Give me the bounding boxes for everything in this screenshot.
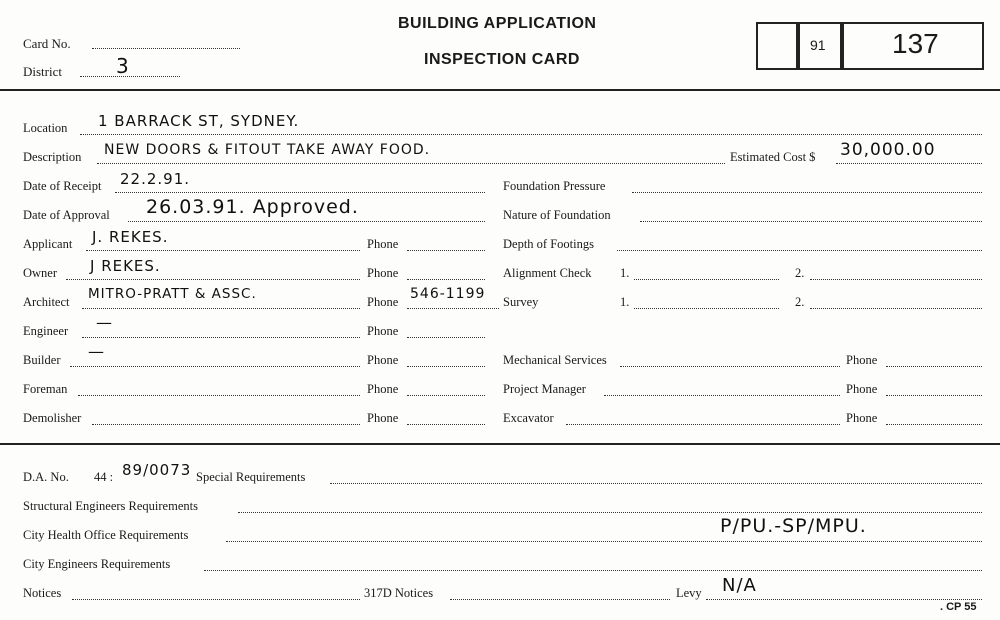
- description-value: NEW DOORS & FITOUT TAKE AWAY FOOD.: [104, 142, 431, 158]
- applicant-label: Applicant: [23, 237, 73, 251]
- district-field[interactable]: [80, 76, 180, 77]
- date-approval-value: 26.03.91. Approved.: [146, 196, 359, 218]
- title-line-2: INSPECTION CARD: [424, 51, 580, 68]
- applicant-phone-field[interactable]: [407, 250, 485, 251]
- excavator-field[interactable]: [566, 424, 840, 425]
- nature-foundation-field[interactable]: [640, 221, 982, 222]
- estimated-cost-field[interactable]: [836, 163, 982, 164]
- mechanical-services-field[interactable]: [620, 366, 840, 367]
- header-divider: [0, 89, 1000, 91]
- box-number-cell: [840, 22, 984, 70]
- box-blank-cell: [756, 22, 800, 70]
- project-manager-field[interactable]: [604, 395, 840, 396]
- survey-field-2[interactable]: [810, 308, 982, 309]
- district-value: 3: [116, 54, 130, 78]
- foundation-pressure-label: Foundation Pressure: [503, 179, 606, 193]
- foreman-field[interactable]: [78, 395, 360, 396]
- engineer-value: —: [96, 313, 113, 332]
- survey-num-1: 1.: [620, 295, 630, 309]
- survey-field-1[interactable]: [634, 308, 779, 309]
- foundation-pressure-field[interactable]: [632, 192, 982, 193]
- da-no-value: 89/0073: [122, 461, 192, 479]
- special-requirements-label: Special Requirements: [196, 470, 306, 484]
- owner-value: J REKES.: [90, 257, 161, 275]
- health-label: City Health Office Requirements: [23, 528, 189, 542]
- city-engineers-label: City Engineers Requirements: [23, 557, 171, 571]
- builder-phone-label: Phone: [367, 353, 399, 367]
- architect-value: MITRO-PRATT & ASSC.: [88, 286, 257, 302]
- applicant-value: J. REKES.: [92, 228, 169, 246]
- demolisher-phone-field[interactable]: [407, 424, 485, 425]
- section-divider: [0, 443, 1000, 445]
- health-field[interactable]: [226, 541, 982, 542]
- builder-value: —: [88, 342, 105, 361]
- title-line-1: BUILDING APPLICATION: [398, 15, 597, 32]
- mechanical-services-label: Mechanical Services: [503, 353, 607, 367]
- demolisher-label: Demolisher: [23, 411, 82, 425]
- alignment-check-label: Alignment Check: [503, 266, 592, 280]
- alignment-field-1[interactable]: [634, 279, 779, 280]
- builder-phone-field[interactable]: [407, 366, 485, 367]
- description-field[interactable]: [97, 163, 725, 164]
- levy-field[interactable]: [706, 599, 982, 600]
- levy-label: Levy: [676, 586, 702, 600]
- project-manager-label: Project Manager: [503, 382, 586, 396]
- excavator-phone-label: Phone: [846, 411, 878, 425]
- builder-label: Builder: [23, 353, 61, 367]
- alignment-num-1: 1.: [620, 266, 630, 280]
- da-prefix: 44 :: [94, 470, 114, 484]
- notices-317d-label: 317D Notices: [364, 586, 434, 600]
- applicant-phone-label: Phone: [367, 237, 399, 251]
- estimated-cost-label: Estimated Cost $: [730, 150, 816, 164]
- special-requirements-field[interactable]: [330, 483, 982, 484]
- survey-num-2: 2.: [795, 295, 805, 309]
- owner-phone-field[interactable]: [407, 279, 485, 280]
- excavator-phone-field[interactable]: [886, 424, 982, 425]
- da-no-label: D.A. No.: [23, 470, 69, 484]
- card-no-label: Card No.: [23, 36, 71, 51]
- architect-phone-value: 546-1199: [410, 286, 486, 302]
- mechanical-phone-field[interactable]: [886, 366, 982, 367]
- alignment-field-2[interactable]: [810, 279, 982, 280]
- architect-field[interactable]: [82, 308, 360, 309]
- notices-field[interactable]: [72, 599, 360, 600]
- excavator-label: Excavator: [503, 411, 554, 425]
- date-receipt-field[interactable]: [115, 192, 485, 193]
- box-year-cell: [796, 22, 844, 70]
- notices-label: Notices: [23, 586, 62, 600]
- health-value: P/PU.-SP/MPU.: [720, 515, 867, 537]
- builder-field[interactable]: [70, 366, 360, 367]
- foreman-phone-label: Phone: [367, 382, 399, 396]
- engineer-field[interactable]: [82, 337, 360, 338]
- location-field[interactable]: [80, 134, 982, 135]
- nature-foundation-label: Nature of Foundation: [503, 208, 611, 222]
- date-receipt-label: Date of Receipt: [23, 179, 102, 193]
- description-label: Description: [23, 150, 82, 164]
- project-manager-phone-field[interactable]: [886, 395, 982, 396]
- owner-label: Owner: [23, 266, 58, 280]
- architect-phone-field[interactable]: [407, 308, 499, 309]
- location-value: 1 BARRACK ST, SYDNEY.: [98, 112, 300, 130]
- location-label: Location: [23, 121, 68, 135]
- depth-footings-label: Depth of Footings: [503, 237, 594, 251]
- engineer-phone-field[interactable]: [407, 337, 485, 338]
- box-number: 137: [892, 28, 939, 59]
- levy-value: N/A: [722, 575, 757, 596]
- date-approval-label: Date of Approval: [23, 208, 110, 222]
- foreman-phone-field[interactable]: [407, 395, 485, 396]
- card-no-field[interactable]: [92, 48, 240, 49]
- owner-field[interactable]: [66, 279, 360, 280]
- foreman-label: Foreman: [23, 382, 68, 396]
- architect-phone-label: Phone: [367, 295, 399, 309]
- district-label: District: [23, 64, 62, 79]
- form-code: . CP 55: [940, 601, 977, 613]
- architect-label: Architect: [23, 295, 70, 309]
- structural-label: Structural Engineers Requirements: [23, 499, 198, 513]
- notices-317d-field[interactable]: [450, 599, 670, 600]
- depth-footings-field[interactable]: [617, 250, 982, 251]
- estimated-cost-value: 30,000.00: [840, 140, 936, 160]
- owner-phone-label: Phone: [367, 266, 399, 280]
- date-approval-field[interactable]: [128, 221, 485, 222]
- survey-label: Survey: [503, 295, 539, 309]
- demolisher-phone-label: Phone: [367, 411, 399, 425]
- city-engineers-field[interactable]: [204, 570, 982, 571]
- date-receipt-value: 22.2.91.: [120, 170, 191, 188]
- engineer-phone-label: Phone: [367, 324, 399, 338]
- box-year: 91: [810, 37, 826, 53]
- project-manager-phone-label: Phone: [846, 382, 878, 396]
- engineer-label: Engineer: [23, 324, 69, 338]
- structural-field[interactable]: [238, 512, 982, 513]
- mechanical-phone-label: Phone: [846, 353, 878, 367]
- applicant-field[interactable]: [86, 250, 360, 251]
- demolisher-field[interactable]: [92, 424, 360, 425]
- alignment-num-2: 2.: [795, 266, 805, 280]
